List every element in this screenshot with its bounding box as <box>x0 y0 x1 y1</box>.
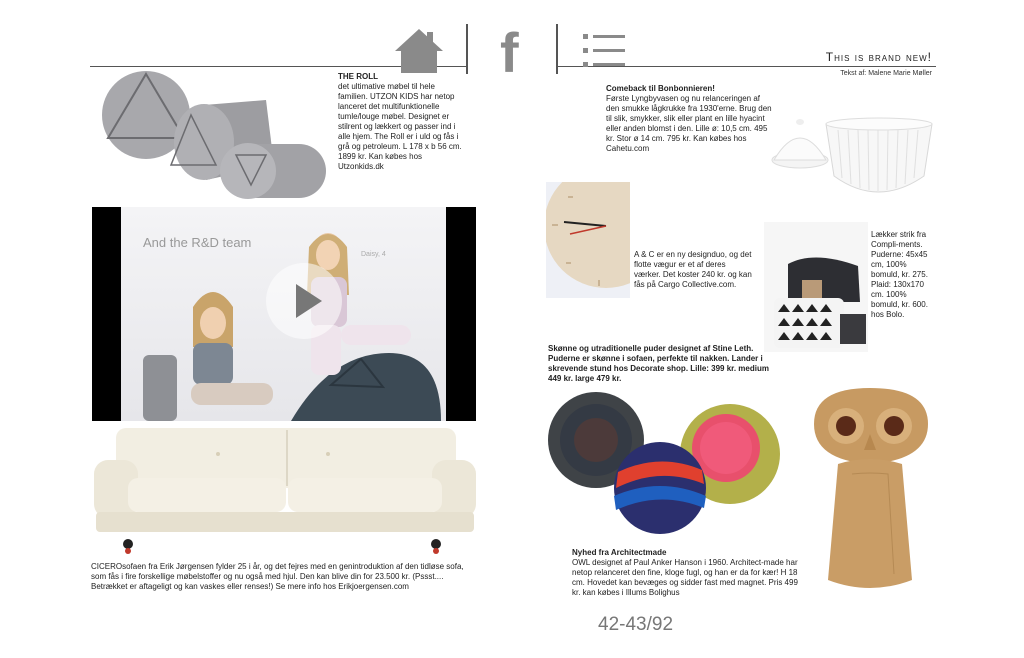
the-roll-title: THE ROLL <box>338 72 378 81</box>
wall-clock-photo <box>546 182 630 298</box>
page-number: 42-43/92 <box>598 614 674 635</box>
home-icon[interactable] <box>393 27 445 75</box>
section-title: This is brand new! <box>825 50 932 64</box>
knit-balls-photo <box>546 392 782 536</box>
video-frame <box>121 207 446 421</box>
menu-list-icon[interactable] <box>583 32 625 70</box>
bonbonniere-title: Comeback til Bonbonnieren! <box>606 84 715 93</box>
bonbonniere-photo <box>768 108 934 208</box>
owl-title: Nyhed fra Architectmade <box>572 548 667 557</box>
the-roll-photo <box>96 70 336 205</box>
owl-text <box>572 548 798 598</box>
video-player[interactable] <box>92 207 476 421</box>
knit-cushions-photo <box>764 222 868 352</box>
knit-text: Lækker strik fra Compli-ments. Puderne: 45x45 cm, 100% bomuld, kr. 275. Plaid: 130x170 cm. 100% bomuld, kr. 600. hos Bolo. <box>871 230 928 319</box>
wall-clock-text: A & C er en ny designduo, og det flotte vægur er et af deres værker. Det koster 240 kr. og kan fås på Cargo Collective.com. <box>634 250 752 289</box>
video-caption: Daisy, 4 <box>361 251 386 258</box>
bonbonniere-body: Første Lyngbyvasen og nu relanceringen af den smukke lågkrukke fra 1930'erne. Brug den til slik, smykker, slik eller plant en lille hyacint eller anden blomst i den. Lille ø: 10,5 cm. 495 kr. Stor ø 14 cm. 795 kr. Kan købes hos Cahetu.com <box>606 94 772 153</box>
video-title: And the R&D team <box>143 235 252 250</box>
the-roll-text <box>338 72 466 172</box>
facebook-glyph: f <box>500 24 519 76</box>
cicero-sofa-text: CICEROsofaen fra Erik Jørgensen fylder 25 i år, og det fejres med en genintroduktion af den tidløse sofa, som fås i fire forskellige møbelstoffer og nu også med hjul. Den kan blive din for 23.500 kr. (Pssst.... Betrækket er aftageligt og kan vaskes eller renses!) Se mere info hos Erikjoergensen.com <box>91 562 464 591</box>
cicero-sofa-photo <box>88 426 480 556</box>
bonbonniere-text <box>606 84 774 154</box>
nav-divider <box>466 24 468 74</box>
facebook-icon[interactable] <box>498 24 526 76</box>
owl-photo <box>810 384 932 594</box>
owl-body: OWL designet af Paul Anker Hanson i 1960. Architect-made har netop relanceret den fine, kloge fugl, og han er da for kær! H 18 cm. Hovedet kan bevæges og sidder fast med magnet. Pris 499 kr. kan købes i Illums Bolighus <box>572 558 798 597</box>
byline: Tekst af: Malene Marie Møller <box>840 70 932 77</box>
play-icon[interactable] <box>266 263 342 339</box>
nav-divider <box>556 24 558 74</box>
pillows-text: Skønne og utraditionelle puder designet af Stine Leth. Puderne er skønne i sofaen, perfekte til nakken. Lander i skrevende stund hos Decorate shop. Lille: 399 kr. medium 449 kr. large 479 kr. <box>548 344 769 383</box>
the-roll-body: det ultimative møbel til hele familien. UTZON KIDS har netop lanceret det multifunktionelle tumle/louge møbel. Designet er stilrent og lækkert og passer ind i alle hjem. The Roll er i uld og fås i grå og petroleum. L 178 x b 56 cm. 1899 kr. Kan købes hos Utzonkids.dk <box>338 82 462 171</box>
